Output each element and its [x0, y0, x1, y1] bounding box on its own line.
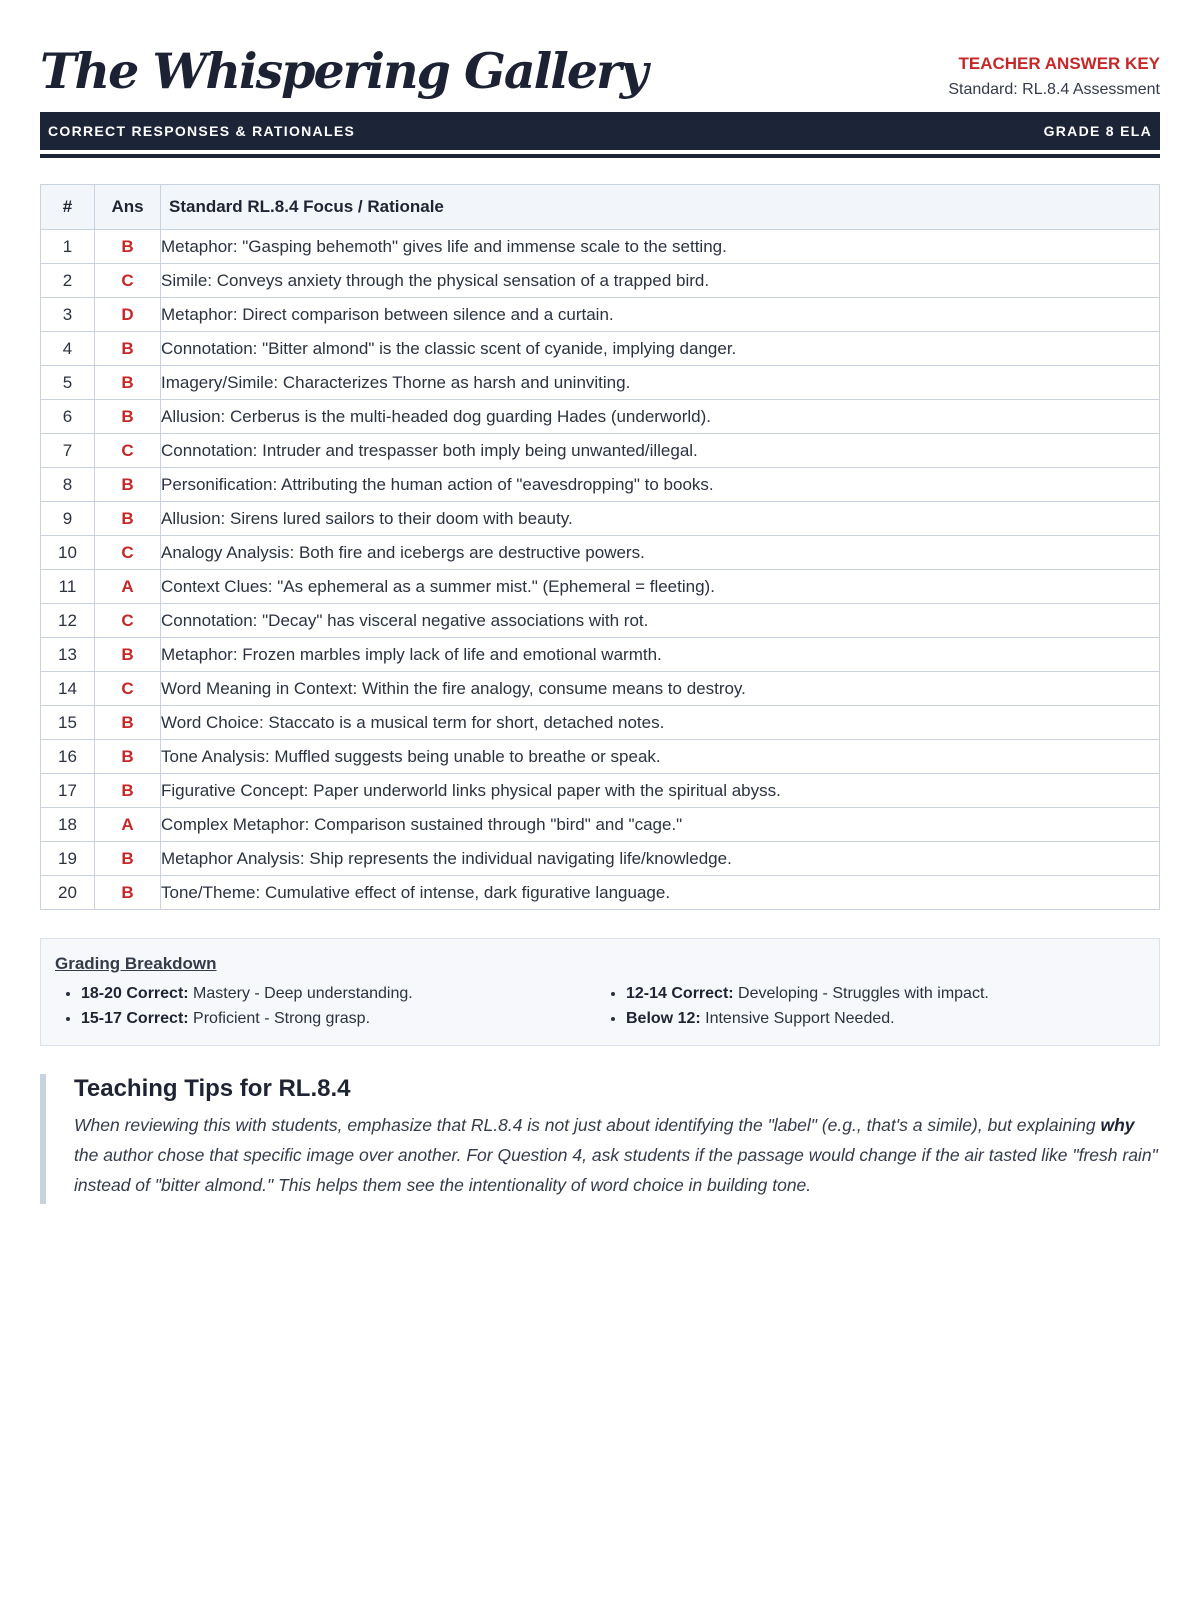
question-number: 20: [41, 876, 95, 910]
answer-letter: B: [95, 230, 161, 264]
rationale-text: Connotation: Intruder and trespasser both imply being unwanted/illegal.: [161, 434, 1160, 468]
answer-letter: B: [95, 366, 161, 400]
divider: [40, 154, 1160, 158]
table-row: [41, 332, 1160, 366]
column-header-rationale: Standard RL.8.4 Focus / Rationale: [161, 185, 1160, 230]
table-row: [41, 706, 1160, 740]
grading-breakdown-box: [40, 938, 1160, 1046]
answer-letter: B: [95, 638, 161, 672]
rationale-text: Metaphor: Direct comparison between silence and a curtain.: [161, 298, 1160, 332]
answer-letter: C: [95, 604, 161, 638]
answer-letter: B: [95, 400, 161, 434]
table-row: [41, 536, 1160, 570]
answer-letter: B: [95, 468, 161, 502]
rationale-text: Tone Analysis: Muffled suggests being unable to breathe or speak.: [161, 740, 1160, 774]
rationale-text: Tone/Theme: Cumulative effect of intense, dark figurative language.: [161, 876, 1160, 910]
table-row: [41, 604, 1160, 638]
table-row: [41, 264, 1160, 298]
table-row: [41, 298, 1160, 332]
answer-letter: B: [95, 842, 161, 876]
grading-item-text: Proficient - Strong grasp.: [188, 1010, 371, 1027]
question-number: 3: [41, 298, 95, 332]
answer-letter: C: [95, 434, 161, 468]
table-row: [41, 638, 1160, 672]
rationale-text: Context Clues: "As ephemeral as a summer mist." (Ephemeral = fleeting).: [161, 570, 1160, 604]
rationale-text: Word Choice: Staccato is a musical term for short, detached notes.: [161, 706, 1160, 740]
answer-key-label: TEACHER ANSWER KEY: [958, 54, 1160, 73]
teaching-tips: [40, 1074, 1160, 1204]
banner-left-label: CORRECT RESPONSES & RATIONALES: [48, 123, 356, 139]
rationale-text: Imagery/Simile: Characterizes Thorne as harsh and uninviting.: [161, 366, 1160, 400]
rationale-text: Connotation: "Decay" has visceral negative associations with rot.: [161, 604, 1160, 638]
question-number: 15: [41, 706, 95, 740]
question-number: 18: [41, 808, 95, 842]
answer-letter: A: [95, 808, 161, 842]
tips-text-after: the author chose that specific image over another. For Question 4, ask students if the passage would change if the air tasted like "fresh rain" instead of "bitter almond." This helps them see the intentionality of word choice in building tone.: [74, 1145, 1158, 1195]
rationale-text: Allusion: Cerberus is the multi-headed dog guarding Hades (underworld).: [161, 400, 1160, 434]
grading-item-text: Developing - Struggles with impact.: [733, 985, 989, 1002]
grading-item-label: Below 12:: [626, 1010, 701, 1027]
table-row: [41, 366, 1160, 400]
standard-label: Standard: RL.8.4 Assessment: [948, 81, 1160, 98]
question-number: 5: [41, 366, 95, 400]
grading-item-text: Mastery - Deep understanding.: [188, 985, 413, 1002]
question-number: 2: [41, 264, 95, 298]
question-number: 7: [41, 434, 95, 468]
section-banner: [40, 112, 1160, 150]
answer-letter: B: [95, 502, 161, 536]
table-row: [41, 570, 1160, 604]
tips-text: [74, 1110, 1160, 1200]
grading-item: [626, 1006, 1145, 1031]
answer-letter: C: [95, 264, 161, 298]
grading-column-right: [600, 981, 1145, 1031]
answer-letter: B: [95, 332, 161, 366]
grading-item-label: 12-14 Correct:: [626, 985, 734, 1002]
question-number: 16: [41, 740, 95, 774]
page-header: [40, 40, 1160, 112]
rationale-text: Complex Metaphor: Comparison sustained through "bird" and "cage.": [161, 808, 1160, 842]
tips-text-before: When reviewing this with students, emphasize that RL.8.4 is not just about identifying the "label" (e.g., that's a simile), but explaining: [74, 1115, 1101, 1135]
rationale-text: Simile: Conveys anxiety through the physical sensation of a trapped bird.: [161, 264, 1160, 298]
table-row: [41, 400, 1160, 434]
grading-column-left: [55, 981, 600, 1031]
grading-item: [626, 981, 1145, 1006]
question-number: 19: [41, 842, 95, 876]
answer-letter: C: [95, 536, 161, 570]
tips-title: Teaching Tips for RL.8.4: [74, 1075, 351, 1102]
question-number: 13: [41, 638, 95, 672]
tips-emphasis: why: [1100, 1115, 1135, 1135]
banner-grade-label: GRADE 8 ELA: [1043, 123, 1152, 139]
answer-letter: B: [95, 774, 161, 808]
question-number: 10: [41, 536, 95, 570]
answer-letter: A: [95, 570, 161, 604]
rationale-text: Figurative Concept: Paper underworld links physical paper with the spiritual abyss.: [161, 774, 1160, 808]
rationale-text: Connotation: "Bitter almond" is the classic scent of cyanide, implying danger.: [161, 332, 1160, 366]
grading-item: [81, 1006, 600, 1031]
table-header-row: [41, 185, 1160, 230]
page-title: The Whispering Gallery: [40, 42, 647, 100]
question-number: 12: [41, 604, 95, 638]
rationale-text: Analogy Analysis: Both fire and icebergs are destructive powers.: [161, 536, 1160, 570]
answer-letter: B: [95, 876, 161, 910]
table-row: [41, 876, 1160, 910]
rationale-text: Personification: Attributing the human action of "eavesdropping" to books.: [161, 468, 1160, 502]
question-number: 4: [41, 332, 95, 366]
grading-item-label: 18-20 Correct:: [81, 985, 189, 1002]
rationale-text: Allusion: Sirens lured sailors to their doom with beauty.: [161, 502, 1160, 536]
header-meta: [948, 40, 1160, 100]
table-row: [41, 502, 1160, 536]
rationale-text: Metaphor Analysis: Ship represents the individual navigating life/knowledge.: [161, 842, 1160, 876]
question-number: 9: [41, 502, 95, 536]
column-header-answer: Ans: [95, 185, 161, 230]
answer-key-table: [40, 184, 1160, 910]
table-row: [41, 434, 1160, 468]
table-row: [41, 672, 1160, 706]
question-number: 14: [41, 672, 95, 706]
grading-item-label: 15-17 Correct:: [81, 1010, 189, 1027]
rationale-text: Metaphor: "Gasping behemoth" gives life and immense scale to the setting.: [161, 230, 1160, 264]
answer-letter: D: [95, 298, 161, 332]
answer-letter: B: [95, 706, 161, 740]
column-header-number: #: [41, 185, 95, 230]
table-row: [41, 740, 1160, 774]
rationale-text: Metaphor: Frozen marbles imply lack of life and emotional warmth.: [161, 638, 1160, 672]
question-number: 6: [41, 400, 95, 434]
answer-letter: C: [95, 672, 161, 706]
table-row: [41, 468, 1160, 502]
rationale-text: Word Meaning in Context: Within the fire analogy, consume means to destroy.: [161, 672, 1160, 706]
table-row: [41, 774, 1160, 808]
question-number: 17: [41, 774, 95, 808]
table-row: [41, 808, 1160, 842]
grading-item-text: Intensive Support Needed.: [700, 1010, 895, 1027]
question-number: 11: [41, 570, 95, 604]
grading-title: Grading Breakdown: [55, 954, 217, 973]
answer-letter: B: [95, 740, 161, 774]
grading-item: [81, 981, 600, 1006]
question-number: 1: [41, 230, 95, 264]
grading-grid: [55, 981, 1145, 1031]
table-row: [41, 230, 1160, 264]
table-row: [41, 842, 1160, 876]
question-number: 8: [41, 468, 95, 502]
